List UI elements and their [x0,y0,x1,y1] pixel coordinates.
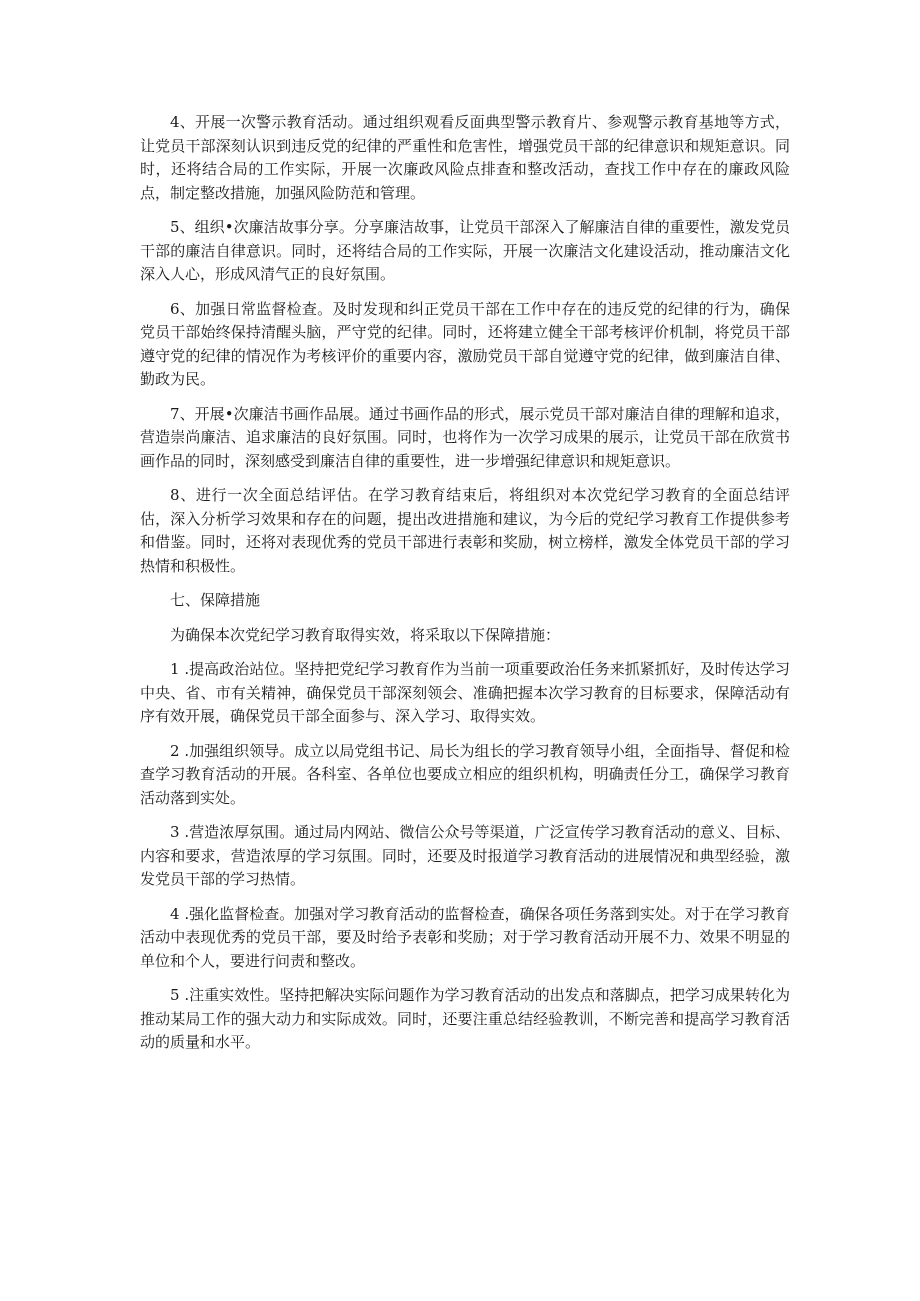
paragraph-item-6: 6、加强日常监督检查。及时发现和纠正党员干部在工作中存在的违反党的纪律的行为，确保党员干部始终保持清醒头脑，严守党的纪律。同时，还将建立健全干部考核评价机制，将党员干部遵守党的纪律的情况作为考核评价的重要内容，激励党员干部自觉遵守党的纪律，做到廉洁自律、勤政为民。 [140,299,790,388]
measure-item-1: 1 .提高政治站位。坚持把党纪学习教育作为当前一项重要政治任务来抓紧抓好，及时传达学习中央、省、市有关精神，确保党员干部深刻领会、准确把握本次学习教育的目标要求，保障活动有序有效开展，确保党员干部全面参与、深入学习、取得实效。 [140,660,790,725]
document-body [140,111,790,1066]
measure-item-3: 3 .营造浓厚氛围。通过局内网站、微信公众号等渠道，广泛宣传学习教育活动的意义、目标、内容和要求，营造浓厚的学习氛围。同时，还要及时报道学习教育活动的进展情况和典型经验，激发党员干部的学习热情。 [140,823,790,888]
section-heading: 七、保障措施 [170,591,261,609]
paragraph-item-8: 8、进行一次全面总结评估。在学习教育结束后，将组织对本次党纪学习教育的全面总结评估，深入分析学习效果和存在的问题，提出改进措施和建议，为今后的党纪学习教育工作提供参考和借鉴。同时，还将对表现优秀的党员干部进行表彰和奖励，树立榜样，激发全体党员干部的学习热情和积极性。 [140,486,790,575]
measure-item-5: 5 .注重实效性。坚持把解决实际问题作为学习教育活动的出发点和落脚点，把学习成果转化为推动某局工作的强大动力和实际成效。同时，还要注重总结经验教训，不断完善和提高学习教育活动的质量和水平。 [140,986,790,1051]
paragraph-item-4: 4、开展一次警示教育活动。通过组织观看反面典型警示教育片、参观警示教育基地等方式，让党员干部深刻认识到违反党的纪律的严重性和危害性，增强党员干部的纪律意识和规矩意识。同时，还将结合局的工作实际，开展一次廉政风险点排查和整改活动，查找工作中存在的廉政风险点，制定整改措施，加强风险防范和管理。 [140,113,790,202]
measure-item-4: 4 .强化监督检查。加强对学习教育活动的监督检查，确保各项任务落到实处。对于在学习教育活动中表现优秀的党员干部，要及时给予表彰和奖励；对于学习教育活动开展不力、效果不明显的单位和个人，要进行问责和整改。 [140,904,790,970]
section-intro: 为确保本次党纪学习教育取得实效，将采取以下保障措施： [170,625,561,644]
paragraph-item-7: 7、开展•次廉洁书画作品展。通过书画作品的形式，展示党员干部对廉洁自律的理解和追求，营造崇尚廉洁、追求廉洁的良好氛围。同时，也将作为一次学习成果的展示，让党员干部在欣赏书画作品的同时，深刻感受到廉洁自律的重要性，进一步增强纪律意识和规矩意识。 [140,404,790,470]
paragraph-item-5: 5、组织•次廉洁故事分享。分享廉洁故事，让党员干部深入了解廉洁自律的重要性，激发党员干部的廉洁自律意识。同时，还将结合局的工作实际，开展一次廉洁文化建设活动，推动廉洁文化深入人心，形成风清气正的良好氛围。 [140,218,790,283]
measure-item-2: 2 .加强组织领导。成立以局党组书记、局长为组长的学习教育领导小组，全面指导、督促和检查学习教育活动的开展。各科室、各单位也要成立相应的组织机构，明确责任分工，确保学习教育活动落到实处。 [140,741,790,807]
